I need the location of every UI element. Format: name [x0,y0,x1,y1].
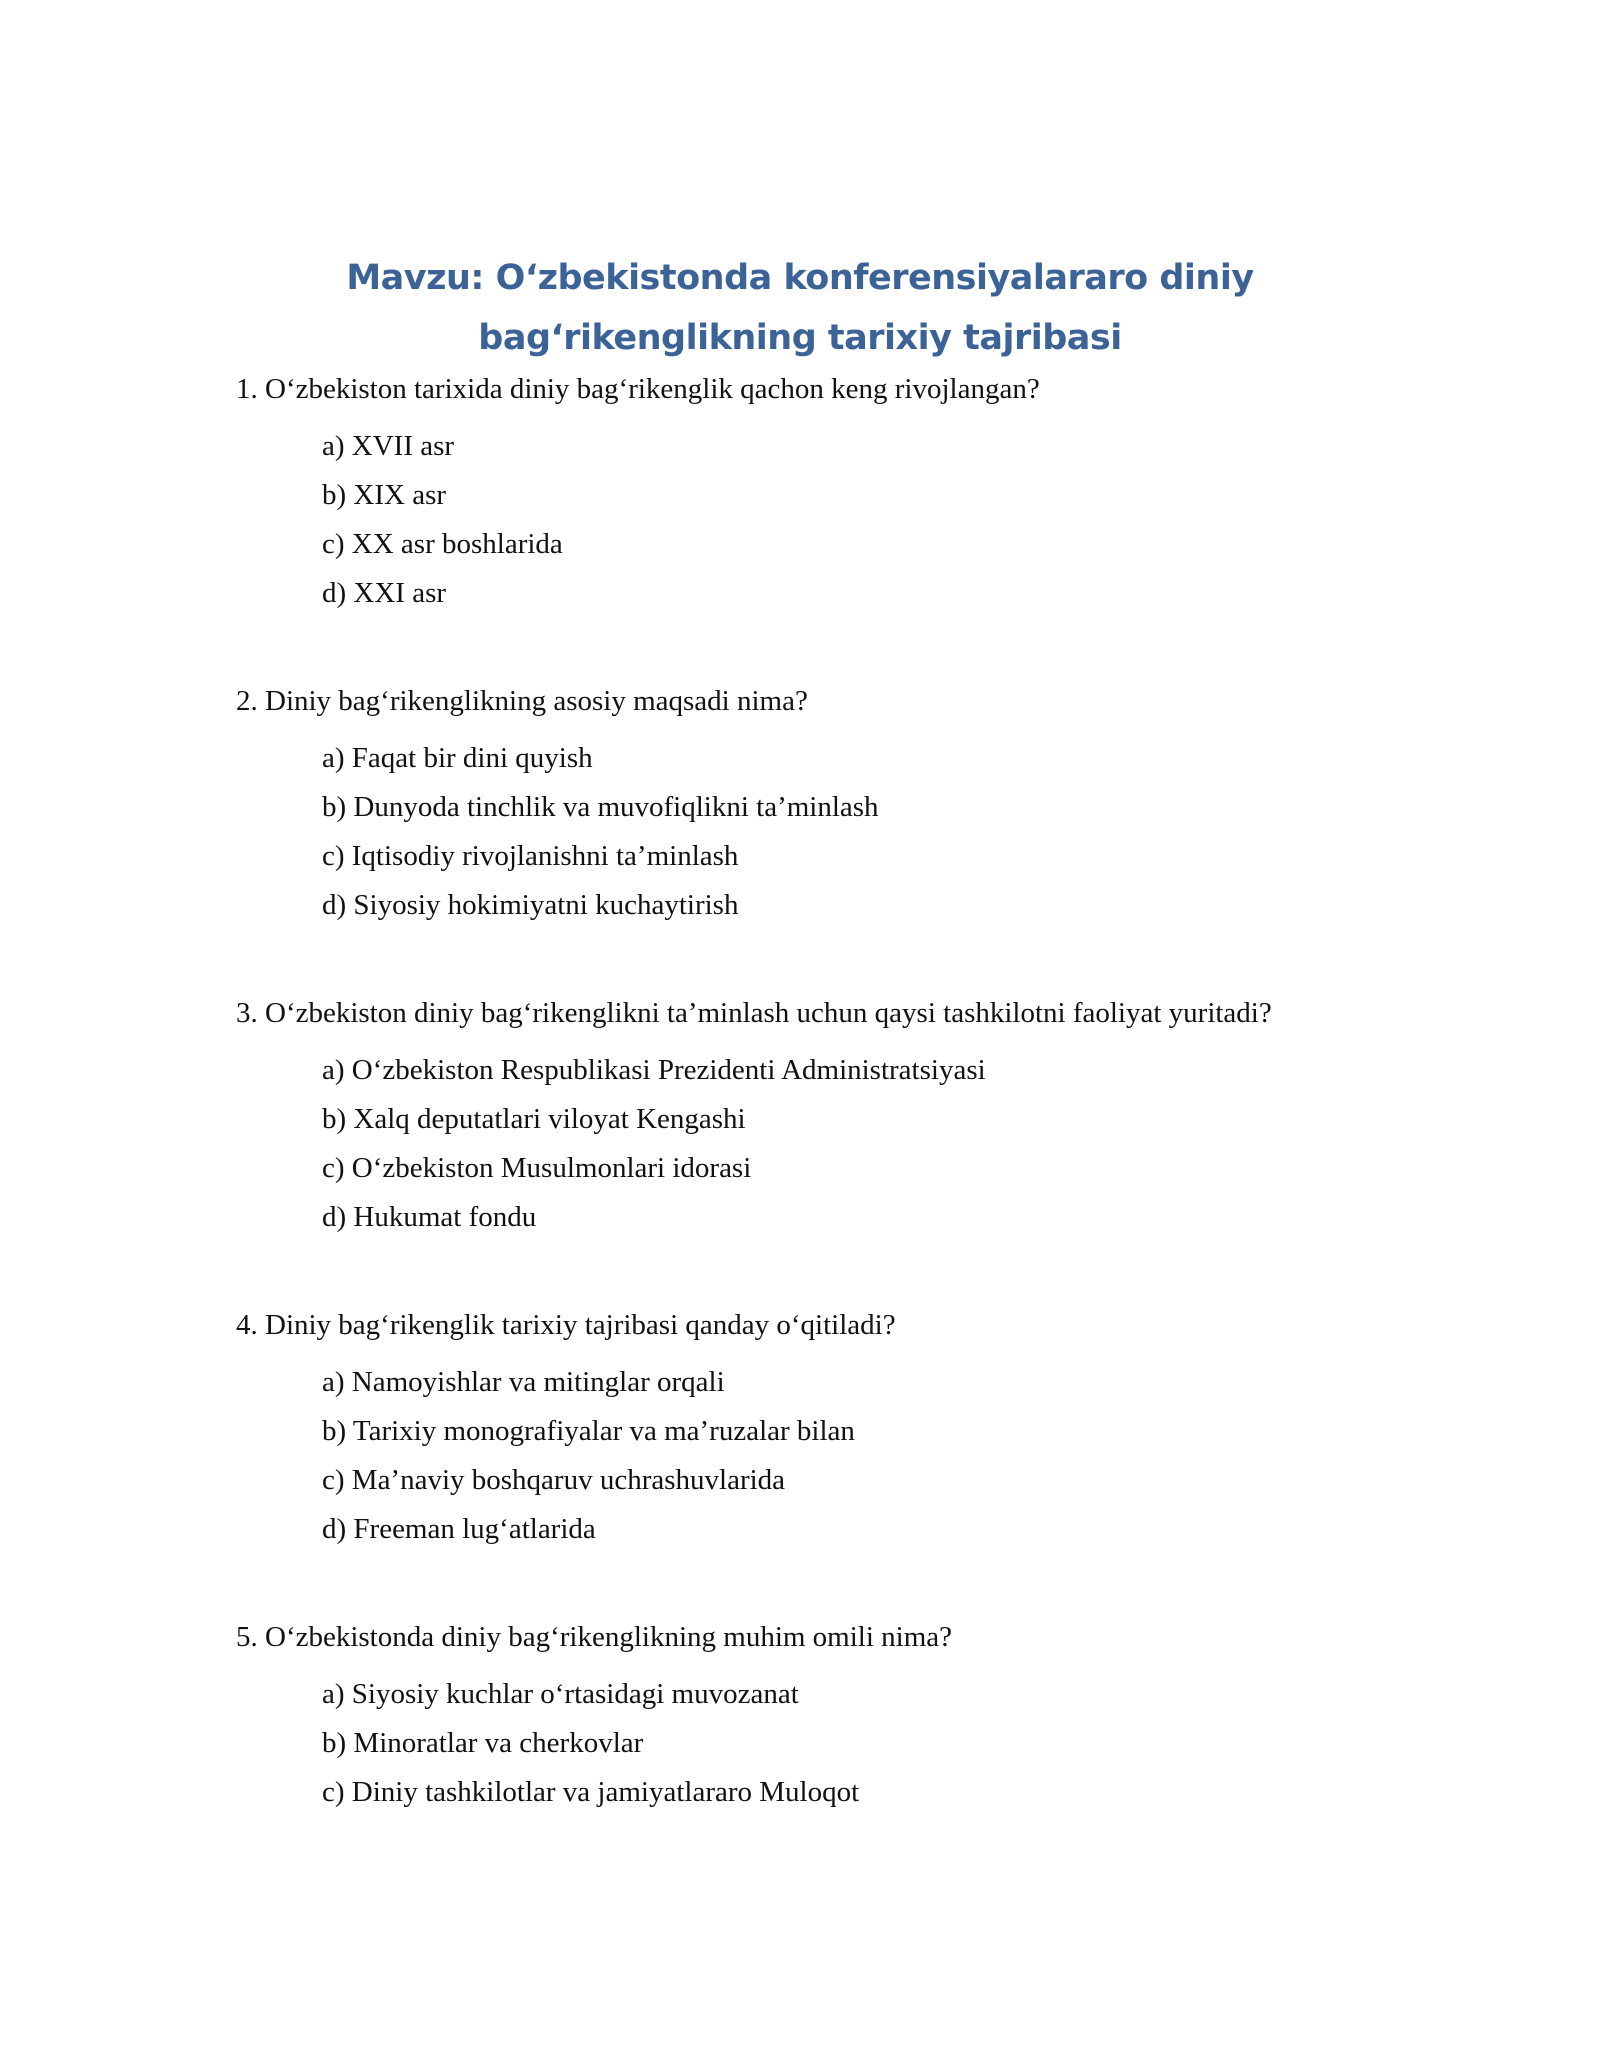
question-1 [236,364,1436,618]
question-text: 3. O‘zbekiston diniy bag‘rikenglikni ta’minlash uchun qaysi tashkilotni faoliyat yuritadi? [236,997,1272,1029]
answer-option-c: c) XX asr boshlarida [322,528,563,560]
answer-option-b: b) Minoratlar va cherkovlar [322,1727,644,1759]
answer-option-c: c) Diniy tashkilotlar va jamiyatlararo Muloqot [322,1776,860,1808]
question-text: 4. Diniy bag‘rikenglik tarixiy tajribasi qanday o‘qitiladi? [236,1309,896,1341]
answer-option-c: c) Iqtisodiy rivojlanishni ta’minlash [322,840,739,872]
question-2 [236,676,1436,930]
question-text: 5. O‘zbekistonda diniy bag‘rikenglikning muhim omili nima? [236,1621,953,1653]
question-3 [236,988,1436,1242]
answer-option-d: d) Siyosiy hokimiyatni kuchaytirish [322,889,739,921]
answer-option-a: a) O‘zbekiston Respublikasi Prezidenti Administratsiyasi [322,1054,986,1086]
answer-option-b: b) Tarixiy monografiyalar va ma’ruzalar bilan [322,1415,855,1447]
answer-option-b: b) Xalq deputatlari viloyat Kengashi [322,1103,746,1135]
answer-option-d: d) Hukumat fondu [322,1201,537,1233]
question-text: 1. O‘zbekiston tarixida diniy bag‘rikenglik qachon keng rivojlangan? [236,373,1040,405]
answer-option-a: a) Siyosiy kuchlar o‘rtasidagi muvozanat [322,1678,799,1710]
answer-option-d: d) Freeman lug‘atlarida [322,1513,596,1545]
answer-option-c: c) O‘zbekiston Musulmonlari idorasi [322,1152,752,1184]
question-4 [236,1300,1436,1554]
question-text: 2. Diniy bag‘rikenglikning asosiy maqsadi nima? [236,685,808,717]
answer-option-a: a) Faqat bir dini quyish [322,742,593,774]
answer-option-a: a) Namoyishlar va mitinglar orqali [322,1366,725,1398]
answer-option-d: d) XXI asr [322,577,447,609]
answer-option-a: a) XVII asr [322,430,455,462]
answer-option-b: b) Dunyoda tinchlik va muvofiqlikni ta’minlash [322,791,879,823]
question-list [236,364,1436,1875]
document-title: Mavzu: O‘zbekistonda konferensiyalararo diniy bag‘rikenglikning tarixiy tajribasi [346,258,1254,358]
answer-option-b: b) XIX asr [322,479,447,511]
answer-option-c: c) Ma’naviy boshqaruv uchrashuvlarida [322,1464,786,1496]
question-5 [236,1612,1436,1817]
